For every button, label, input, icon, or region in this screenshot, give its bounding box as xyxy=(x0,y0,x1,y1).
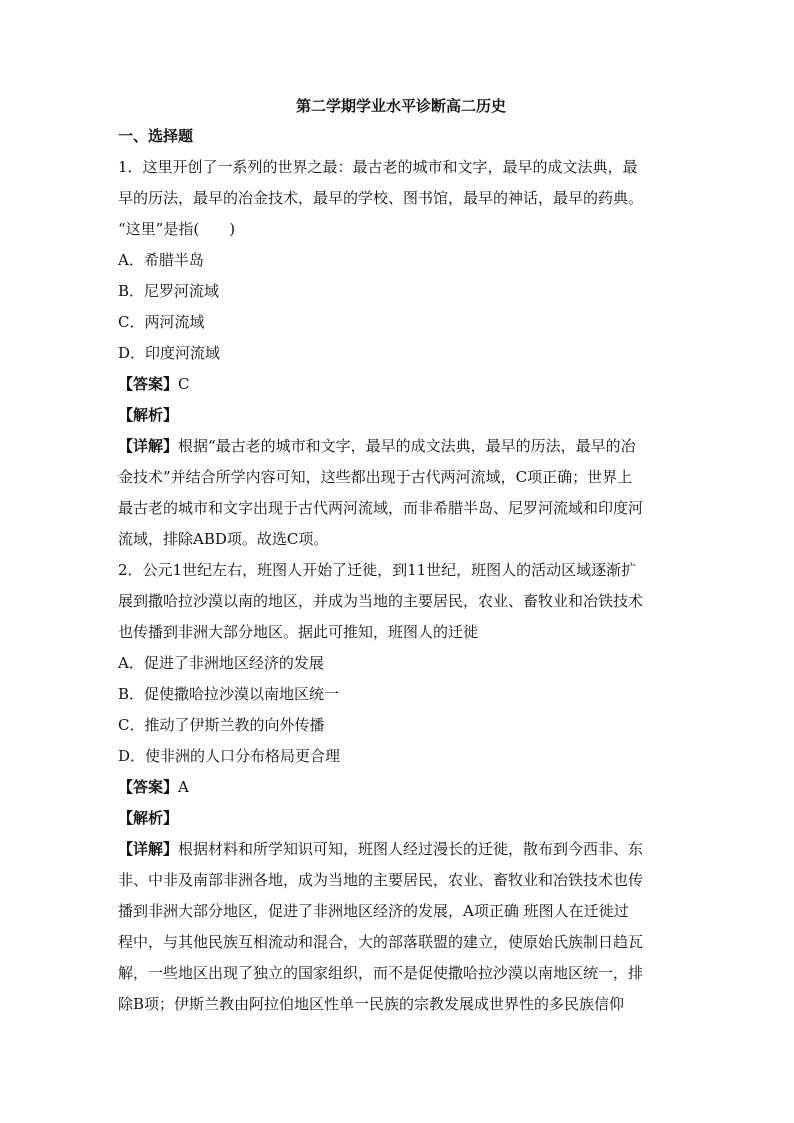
question-1-stem-line-3: “这里”是指( ) xyxy=(118,220,236,238)
question-2-answer xyxy=(118,772,684,803)
question-1-option-c: C．两河流域 xyxy=(118,313,205,331)
question-2-option-c: C．推动了伊斯兰教的向外传播 xyxy=(118,716,325,734)
answer-label: 【答案】 xyxy=(118,375,179,393)
question-1-detail-line-4: 流域，排除ABD项。故选C项。 xyxy=(118,530,329,548)
question-1-analysis xyxy=(118,400,684,431)
question-2-option-a: A．促进了非洲地区经济的发展 xyxy=(118,654,324,672)
question-1-stem-line-1: 1．这里开创了一系列的世界之最：最古老的城市和文字，最早的成文法典，最 xyxy=(118,158,638,176)
answer-label: 【答案】 xyxy=(118,778,179,796)
question-1-answer xyxy=(118,369,684,400)
question-2-option-d: D．使非洲的人口分布格局更合理 xyxy=(118,747,341,765)
document-page xyxy=(118,92,684,1020)
question-1 xyxy=(118,152,684,555)
question-2-stem-line-2: 展到撒哈拉沙漠以南的地区，并成为当地的主要居民，农业、畜牧业和冶铁技术 xyxy=(118,592,644,610)
detail-label: 【详解】 xyxy=(118,437,179,455)
analysis-label: 【解析】 xyxy=(118,406,179,424)
question-2-detail-line-6: 除B项；伊斯兰教由阿拉伯地区性单一民族的宗教发展成世界性的多民族信仰 xyxy=(118,995,625,1013)
question-2-analysis xyxy=(118,803,684,834)
question-2-detail-line-4: 程中，与其他民族互相流动和混合，大的部落联盟的建立，使原始氏族制日趋瓦 xyxy=(118,933,644,951)
question-2-detail-line-1 xyxy=(118,834,684,865)
question-2 xyxy=(118,555,684,1020)
question-1-detail-line-2: 金技术”并结合所学内容可知，这些都出现于古代两河流域，C项正确；世界上 xyxy=(118,468,633,486)
detail-text: 根据“最古老的城市和文字，最早的成文法典，最早的历法，最早的冶 xyxy=(178,437,636,455)
question-2-detail-line-3: 播到非洲大部分地区，促进了非洲地区经济的发展，A项正确 班图人在迁徙过 xyxy=(118,902,629,920)
detail-text: 根据材料和所学知识可知，班图人经过漫长的迁徙，散布到今西非、东 xyxy=(178,840,644,858)
question-1-detail-line-1 xyxy=(118,431,684,462)
question-2-stem-line-1: 2．公元1世纪左右，班图人开始了迁徙，到11世纪，班图人的活动区域逐渐扩 xyxy=(118,561,637,579)
question-2-option-b: B．促使撒哈拉沙漠以南地区统一 xyxy=(118,685,340,703)
question-1-stem-line-2: 早的历法，最早的冶金技术，最早的学校、图书馆，最早的神话，最早的药典。 xyxy=(118,189,644,207)
document-title: 第二学期学业水平诊断高二历史 xyxy=(295,97,506,115)
question-1-option-d: D．印度河流域 xyxy=(118,344,221,362)
question-2-detail-line-2: 非、中非及南部非洲各地，成为当地的主要居民，农业、畜牧业和冶铁技术也传 xyxy=(118,871,644,889)
question-1-option-b: B．尼罗河流域 xyxy=(118,282,220,300)
question-1-option-a: A．希腊半岛 xyxy=(118,251,204,269)
section-heading: 一、选择题 xyxy=(118,127,194,145)
question-1-detail-line-3: 最古老的城市和文字出现于古代两河流域，而非希腊半岛、尼罗河流域和印度河 xyxy=(118,499,644,517)
analysis-label: 【解析】 xyxy=(118,809,179,827)
question-2-detail-line-5: 解，一些地区出现了独立的国家组织，而不是促使撒哈拉沙漠以南地区统一，排 xyxy=(118,964,644,982)
answer-value: A xyxy=(178,778,189,796)
question-2-stem-line-3: 也传播到非洲大部分地区。据此可推知，班图人的迁徙 xyxy=(118,623,479,641)
detail-label: 【详解】 xyxy=(118,840,179,858)
answer-value: C xyxy=(178,375,190,393)
